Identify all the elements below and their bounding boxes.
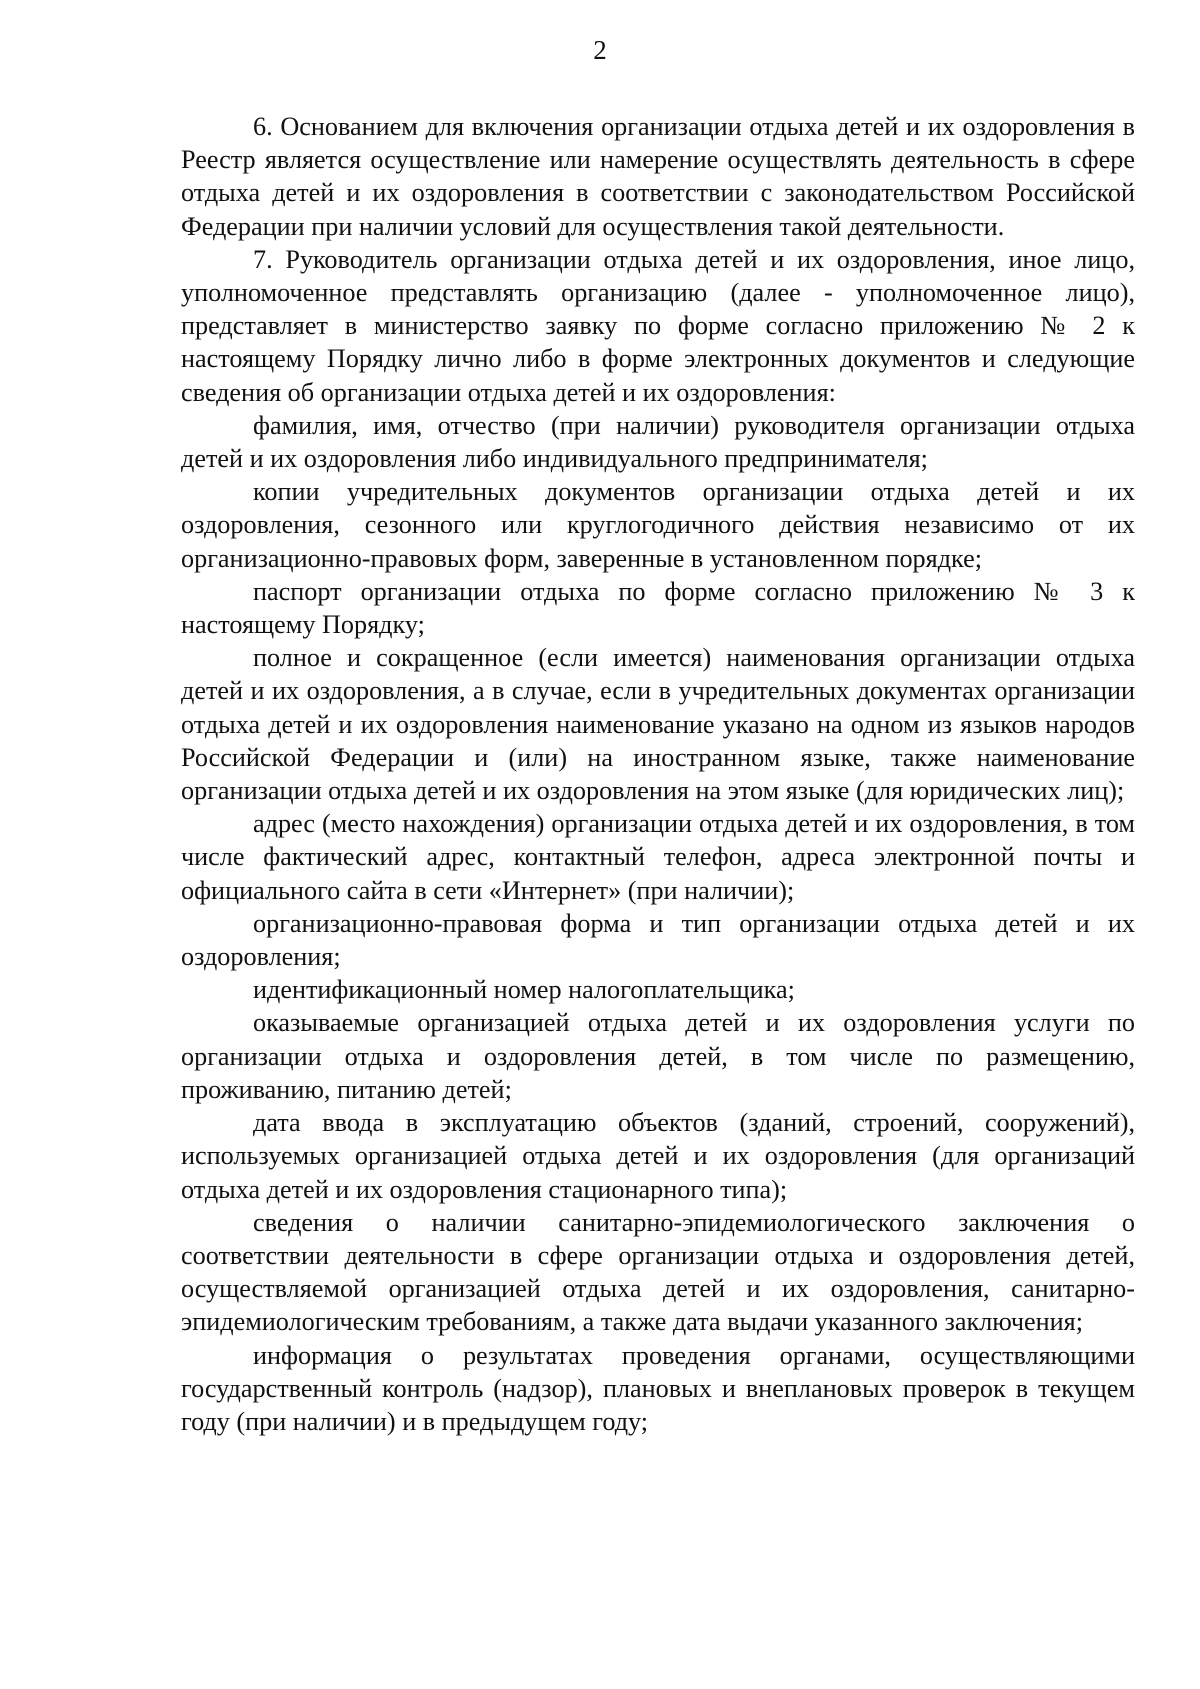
list-item-commissioning-date: дата ввода в эксплуатацию объектов (зданий, строений, сооружений), используемых организацией отдыха детей и их оздоровления (для организаций отдыха детей и их оздоровления стационарного типа); bbox=[181, 1108, 1135, 1204]
list-item-taxpayer-id: идентификационный номер налогоплательщика; bbox=[253, 975, 795, 1005]
page-number: 2 bbox=[593, 35, 607, 65]
document-body bbox=[181, 110, 1135, 1438]
list-item-founding-documents: копии учредительных документов организации отдыха детей и их оздоровления, сезонного или круглогодичного действия независимо от их организационно-правовых форм, заверенные в установленном порядке; bbox=[181, 477, 1135, 573]
list-item-address: адрес (место нахождения) организации отдыха детей и их оздоровления, в том числе фактический адрес, контактный телефон, адреса электронной почты и официального сайта в сети «Интернет» (при наличии); bbox=[181, 809, 1135, 905]
list-item-passport: паспорт организации отдыха по форме согласно приложению № 3 к настоящему Порядку; bbox=[181, 576, 1135, 640]
paragraph-7-application: 7. Руководитель организации отдыха детей и их оздоровления, иное лицо, уполномоченное представлять организацию (далее - уполномоченное лицо), представляет в министерство заявку по форме согласно приложению № 2 к настоящему Порядку лично либо в форме электронных документов и следующие сведения об организации отдыха детей и их оздоровления: bbox=[181, 244, 1135, 407]
list-item-services: оказываемые организацией отдыха детей и их оздоровления услуги по организации отдыха и оздоровления детей, в том числе по размещению, проживанию, питанию детей; bbox=[181, 1008, 1135, 1104]
list-item-sanitary-conclusion: сведения о наличии санитарно-эпидемиологического заключения о соответствии деятельности в сфере организации отдыха и оздоровления детей, осуществляемой организацией отдыха детей и их оздоровления, санитарно-эпидемиологическим требованиям, а также дата выдачи указанного заключения; bbox=[181, 1207, 1135, 1337]
list-item-legal-form: организационно-правовая форма и тип организации отдыха детей и их оздоровления; bbox=[181, 908, 1135, 972]
list-item-inspection-results: информация о результатах проведения органами, осуществляющими государственный контроль (надзор), плановых и внеплановых проверок в текущем году (при наличии) и в предыдущем году; bbox=[181, 1340, 1135, 1436]
list-item-organization-names: полное и сокращенное (если имеется) наименования организации отдыха детей и их оздоровления, а в случае, если в учредительных документах организации отдыха детей и их оздоровления наименование указано на одном из языков народов Российской Федерации и (или) на иностранном языке, также наименование организации отдыха детей и их оздоровления на этом языке (для юридических лиц); bbox=[181, 643, 1135, 806]
paragraph-6-basis-for-inclusion: 6. Основанием для включения организации отдыха детей и их оздоровления в Реестр является осуществление или намерение осуществлять деятельность в сфере отдыха детей и их оздоровления в соответствии с законодательством Российской Федерации при наличии условий для осуществления такой деятельности. bbox=[181, 112, 1135, 241]
list-item-head-name: фамилия, имя, отчество (при наличии) руководителя организации отдыха детей и их оздоровления либо индивидуального предпринимателя; bbox=[181, 410, 1135, 474]
